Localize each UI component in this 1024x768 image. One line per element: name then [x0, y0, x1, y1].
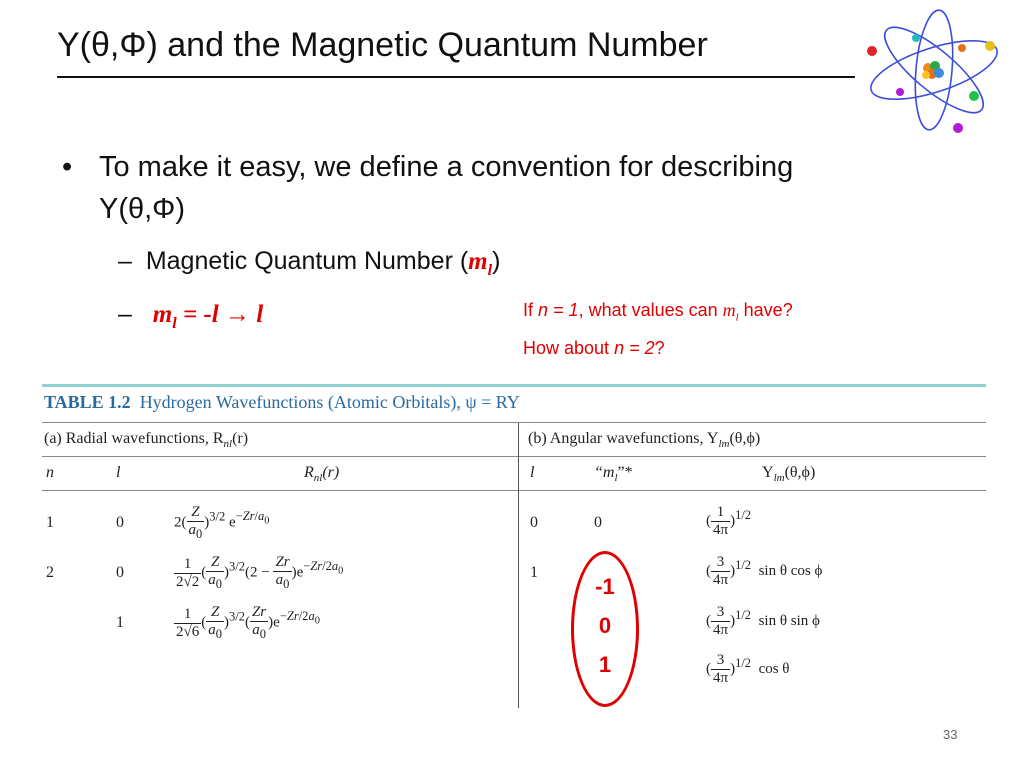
- col-header-ml: “$m_l”*$: [594, 464, 633, 485]
- table-cell-Y: ( $\frac{3}{4\pi}$ )$^{1/2}$ sin θ sin ϕ: [706, 604, 820, 638]
- right-section-header: (b) Angular wavefunctions, $Y_{lm}(\theta,\phi)$: [528, 430, 761, 451]
- table-cell-l: 0: [116, 564, 124, 581]
- table-column-divider: [518, 423, 519, 708]
- question-callout: [523, 295, 793, 363]
- slide-title: Y(θ,Φ) and the Magnetic Quantum Number: [57, 26, 708, 64]
- table-cell-l2: 0: [530, 514, 538, 531]
- col-header-R: $R_{nl}(r)$: [304, 464, 340, 485]
- table-rule: [42, 422, 986, 423]
- table-cell-Y: ( $\frac{1}{4\pi}$ )$^{1/2}$: [706, 504, 752, 538]
- ml-values-annotation: [571, 551, 639, 707]
- table-cell-R: $\frac{1}{2√6}$ ( $\frac{Z}{a_0}$ )$^{3/2}$( $\frac{Zr}{a_0}$ )$e^{-Zr/2a_0}$: [176, 604, 320, 641]
- table-cell-R: $\frac{1}{2√2}$ ( $\frac{Z}{a_0}$ )$^{3/2}$(2 − $\frac{Zr}{a_0}$ )$e^{-Zr/2a_0}$: [176, 554, 344, 591]
- col-header-l2: l: [530, 464, 535, 481]
- question-line-1: If n = 1, what values can $m_l$ have?: [523, 300, 793, 324]
- atom-icon: [862, 8, 1012, 136]
- dash-marker: –: [118, 300, 132, 328]
- table-cell-ml: 0: [594, 514, 602, 531]
- dash-marker: –: [118, 247, 132, 275]
- title-underline: [57, 76, 855, 78]
- col-header-l: l: [116, 464, 121, 481]
- page-number: 33: [943, 727, 958, 742]
- table-cell-l: 1: [116, 614, 124, 631]
- bullet-marker: •: [62, 151, 73, 183]
- question-line-2: How about n = 2?: [523, 337, 665, 358]
- col-header-Y: $Y_{lm}(\theta,\phi)$: [762, 464, 816, 485]
- ml-symbol: $m_l$: [468, 248, 493, 279]
- table-caption: TABLE 1.2 Hydrogen Wavefunctions (Atomic Orbitals), ψ = RY: [44, 392, 520, 412]
- col-header-n: n: [46, 464, 54, 481]
- table-cell-l: 0: [116, 514, 124, 531]
- ml-value: 1: [598, 652, 612, 677]
- table-cell-Y: ( $\frac{3}{4\pi}$ )$^{1/2}$ cos θ: [706, 652, 790, 686]
- sub-bullet-mqn: [118, 247, 500, 280]
- table-top-rule: [42, 384, 986, 387]
- table-cell-Y: ( $\frac{3}{4\pi}$ )$^{1/2}$ sin θ cos ϕ: [706, 554, 823, 588]
- table-rule: [42, 490, 986, 491]
- table-cell-l2: 1: [530, 564, 538, 581]
- bullet-main-text: To make it easy, we define a convention for describing Y(θ,Φ): [99, 151, 794, 225]
- sub-bullet-range: [118, 300, 263, 333]
- sub-bullet-text: Magnetic Quantum Number (: [145, 247, 469, 275]
- table-rule: [42, 456, 986, 457]
- table-cell-n: 2: [46, 564, 54, 581]
- left-section-header: (a) Radial wavefunctions, $R_{nl}(r)$: [44, 430, 249, 451]
- ml-range-expression: $m_l = -l \to l$: [152, 301, 264, 332]
- table-cell-n: 1: [46, 514, 54, 531]
- ml-value: 0: [598, 613, 612, 638]
- table-cell-R: 2( $\frac{Z}{a_0}$ )$^{3/2}$ $e^{-Zr/a_0}$: [174, 504, 270, 541]
- wavefunction-table: [42, 380, 988, 710]
- ml-value: -1: [595, 574, 615, 599]
- sub-bullet-suffix: ): [492, 247, 501, 275]
